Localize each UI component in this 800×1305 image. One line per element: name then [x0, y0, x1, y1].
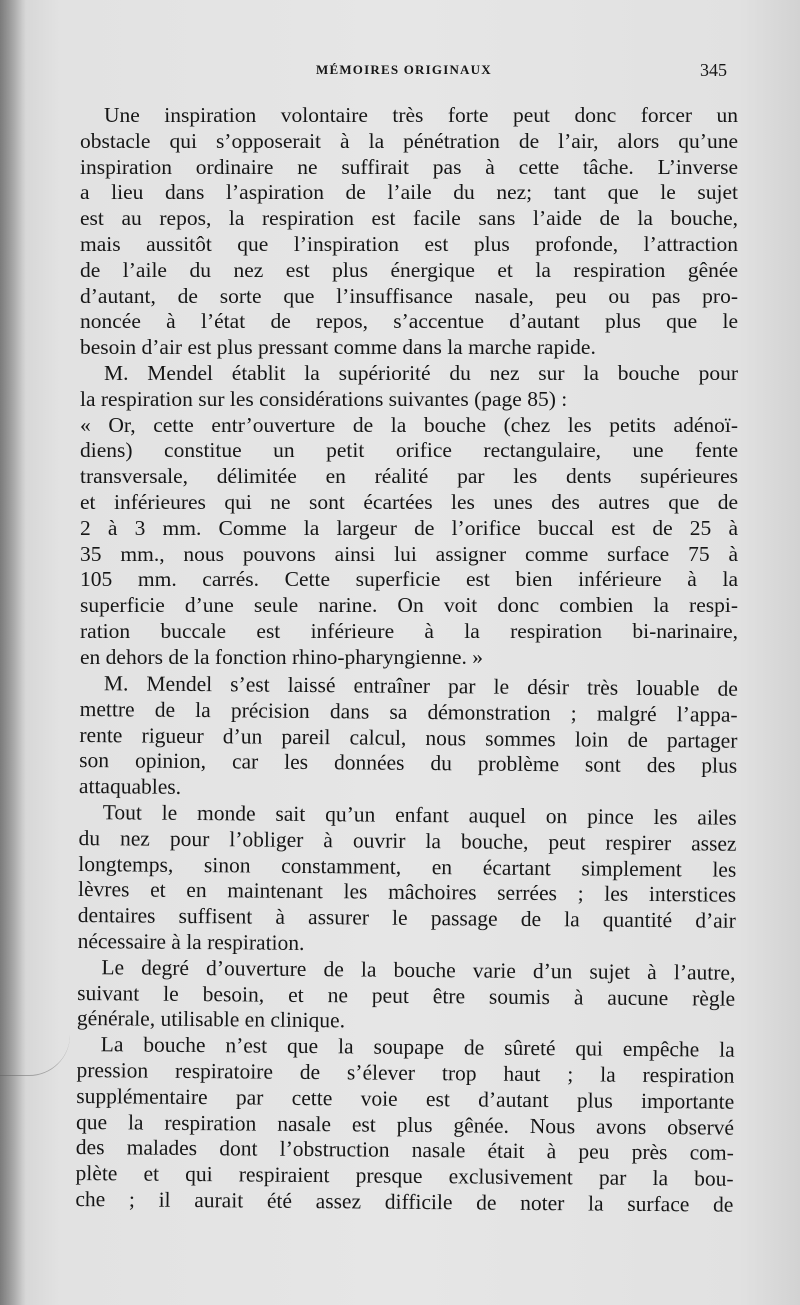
text-line: inspiration ordinaire ne suffirait pas à cette tâche. L’inverse: [80, 154, 738, 179]
text-line: des malades dont l’obstruction nasale était à peu près com-: [75, 1134, 734, 1165]
text-line: longtemps, sinon constamment, en écartant simplement les: [78, 851, 737, 881]
running-head: [0, 62, 800, 86]
text-line: Une inspiration volontaire très forte peut donc forcer un: [104, 103, 738, 127]
text-line: et inférieures qui ne sont écartées les unes des autres que de: [80, 489, 738, 514]
text-line: transversale, délimitée en réalité par les dents supérieures: [80, 464, 738, 489]
text-line: suivant le besoin, et ne peut être soumis à aucune règle: [77, 980, 736, 1010]
text-line: rente rigueur d’un pareil calcul, nous sommes loin de partager: [79, 722, 738, 752]
text-line: est au repos, la respiration est facile sans l’aide de la bouche,: [80, 206, 738, 231]
body-text-lower: [75, 671, 738, 1218]
text-line: noncée à l’état de repos, s’accentue d’autant plus que le: [80, 309, 738, 334]
text-line: dentaires suffisent à assurer le passage de la quantité d’air: [77, 902, 736, 933]
text-line: attaquables.: [78, 773, 182, 799]
text-line: nécessaire à la respiration.: [77, 928, 305, 955]
text-line: de l’aile du nez est plus énergique et la respiration gênée: [80, 257, 738, 282]
text-line: supplémentaire par cette voie est d’autant plus importante: [76, 1083, 735, 1114]
text-line: che ; il aurait été assez difficile de noter la surface de: [75, 1186, 734, 1217]
page-curl: [0, 1035, 70, 1076]
text-line: 35 mm., nous pouvons ainsi lui assigner comme surface 75 à: [80, 541, 738, 566]
text-line: mettre de la précision dans sa démonstration ; malgré l’appa-: [79, 696, 738, 727]
text-line: pression respiratoire de s’élever trop haut ; la respiration: [76, 1057, 735, 1088]
body-text-upper: [80, 103, 738, 671]
page-number: 345: [700, 60, 727, 80]
text-line: M. Mendel s’est laissé entraîner par le désir très louable de: [103, 670, 738, 701]
text-line: plète et qui respiraient presque exclusivement par la bou-: [75, 1160, 734, 1191]
text-line: ration buccale est inférieure à la respiration bi-narinaire,: [80, 618, 738, 643]
text-line: lèvres et en maintenant les mâchoires serrées ; les interstices: [77, 876, 737, 907]
text-line: générale, utilisable en clinique.: [76, 1005, 346, 1033]
running-title: MÉMOIRES ORIGINAUX: [316, 62, 492, 77]
text-line: M. Mendel établit la supériorité du nez sur la bouche pour: [104, 360, 738, 385]
text-line: besoin d’air est plus pressant comme dans la marche rapide.: [80, 335, 596, 360]
text-line: son opinion, car les données du problème sont des plus: [79, 747, 738, 778]
text-line: a lieu dans l’aspiration de l’aile du nez; tant que le sujet: [80, 180, 738, 205]
text-line: la respiration sur les considérations suivantes (page 85) :: [80, 386, 568, 411]
text-line: « Or, cette entr’ouverture de la bouche (chez les petits adénoï-: [80, 412, 738, 437]
text-line: en dehors de la fonction rhino-pharyngienne. »: [80, 644, 483, 669]
text-line: Tout le monde sait qu’un enfant auquel on pince les ailes: [102, 799, 737, 830]
text-line: d’autant, de sorte que l’insuffisance nasale, peu ou pas pro-: [80, 283, 738, 308]
gutter-shadow: [0, 0, 26, 1305]
text-line: mais aussitôt que l’inspiration est plus profonde, l’attraction: [80, 231, 738, 256]
text-line: que la respiration nasale est plus gênée. Nous avons observé: [75, 1109, 735, 1139]
text-line: La bouche n’est que la soupape de sûreté qui empêche la: [100, 1031, 735, 1062]
text-line: obstacle qui s’opposerait à la pénétration de l’air, alors qu’une: [80, 128, 738, 153]
text-line: 105 mm. carrés. Cette superficie est bien inférieure à la: [80, 567, 738, 592]
text-line: superficie d’une seule narine. On voit donc combien la respi-: [80, 593, 738, 618]
text-line: Le degré d’ouverture de la bouche varie d’un sujet à l’autre,: [101, 954, 736, 985]
text-line: 2 à 3 mm. Comme la largeur de l’orifice buccal est de 25 à: [80, 515, 738, 540]
text-line: du nez pour l’obliger à ouvrir la bouche, peut respirer assez: [78, 825, 737, 856]
text-line: diens) constitue un petit orifice rectangulaire, une fente: [80, 438, 738, 463]
body-text: [75, 103, 738, 1217]
